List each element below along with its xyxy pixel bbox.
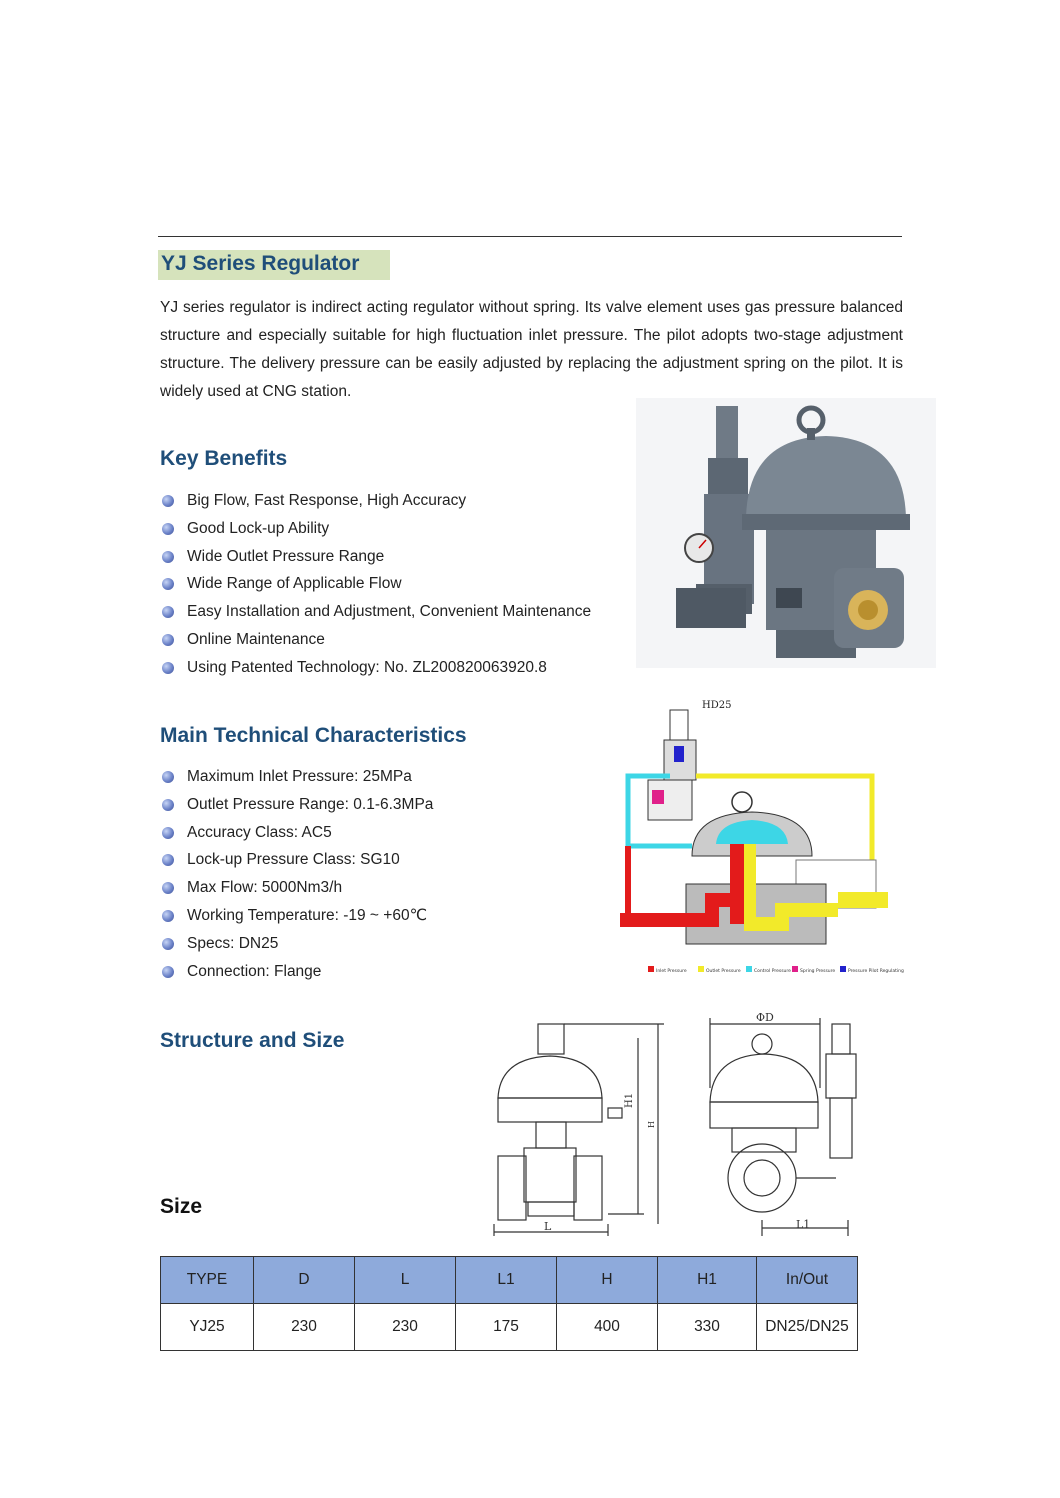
characteristics-list [160,763,433,985]
side-dimension-drawing [704,1008,864,1242]
svg-text:Pressure Pilot Regulating: Pressure Pilot Regulating [848,969,904,974]
header-cell: H1 [658,1257,757,1304]
header-cell: TYPE [161,1257,254,1304]
regulator-product-photo [636,398,936,668]
svg-text:Outlet Pressure: Outlet Pressure [706,969,741,974]
header-cell: In/Out [757,1257,858,1304]
svg-text:ΦD: ΦD [756,1011,774,1024]
top-rule [158,236,902,237]
size-heading: Size [160,1195,203,1218]
svg-text:L: L [544,1220,552,1233]
table-cell: DN25/DN25 [757,1304,858,1351]
list-item: Lock-up Pressure Class: SG10 [160,846,433,874]
list-item: Accuracy Class: AC5 [160,819,433,847]
svg-text:L1: L1 [796,1218,811,1231]
list-item: Max Flow: 5000Nm3/h [160,874,433,902]
structure-heading: Structure and Size [160,1029,345,1052]
list-item: Specs: DN25 [160,930,433,958]
list-item: Wide Outlet Pressure Range [160,543,591,571]
list-item: Good Lock-up Ability [160,515,591,543]
list-item: Connection: Flange [160,958,433,986]
header-cell: L [355,1257,456,1304]
list-item: Using Patented Technology: No. ZL200820063920.8 [160,654,591,682]
svg-text:Control Pressure: Control Pressure [754,969,791,974]
table-cell: YJ25 [161,1304,254,1351]
list-item: Maximum Inlet Pressure: 25MPa [160,763,433,791]
table-cell: 175 [456,1304,557,1351]
table-cell: 230 [254,1304,355,1351]
svg-text:Spring Pressure: Spring Pressure [800,969,836,974]
front-dimension-drawing [488,1018,676,1240]
list-item: Outlet Pressure Range: 0.1-6.3MPa [160,791,433,819]
table-cell: 230 [355,1304,456,1351]
list-item: Online Maintenance [160,626,591,654]
svg-text:H1: H1 [624,1092,635,1108]
flow-schematic [612,694,912,984]
characteristics-heading: Main Technical Characteristics [160,724,467,747]
benefits-list [160,487,591,682]
table-cell: 330 [658,1304,757,1351]
list-item: Wide Range of Applicable Flow [160,570,591,598]
svg-text:Inlet Pressure: Inlet Pressure [656,969,687,974]
intro-paragraph: YJ series regulator is indirect acting regulator without spring. Its valve element uses gas pressure balanced structure and especially suitable for high fluctuation inlet pressure. The pilot adopts two-stage adjustment structure. The delivery pressure can be easily adjusted by replacing the adjustment spring on the pilot. It is widely used at CNG station. [160,299,903,400]
header-cell: L1 [456,1257,557,1304]
table-cell: 400 [557,1304,658,1351]
list-item: Easy Installation and Adjustment, Convenient Maintenance [160,598,591,626]
list-item: Working Temperature: -19 ~ +60℃ [160,902,433,930]
header-cell: D [254,1257,355,1304]
key-benefits-heading: Key Benefits [160,447,288,470]
table-row [161,1304,858,1351]
header-cell: H [557,1257,658,1304]
list-item: Big Flow, Fast Response, High Accuracy [160,487,591,515]
page-title: YJ Series Regulator [161,252,360,275]
svg-text:H: H [647,1121,656,1128]
size-table [160,1256,858,1351]
table-header-row [161,1257,858,1304]
schematic-model-label: HD25 [702,700,732,711]
